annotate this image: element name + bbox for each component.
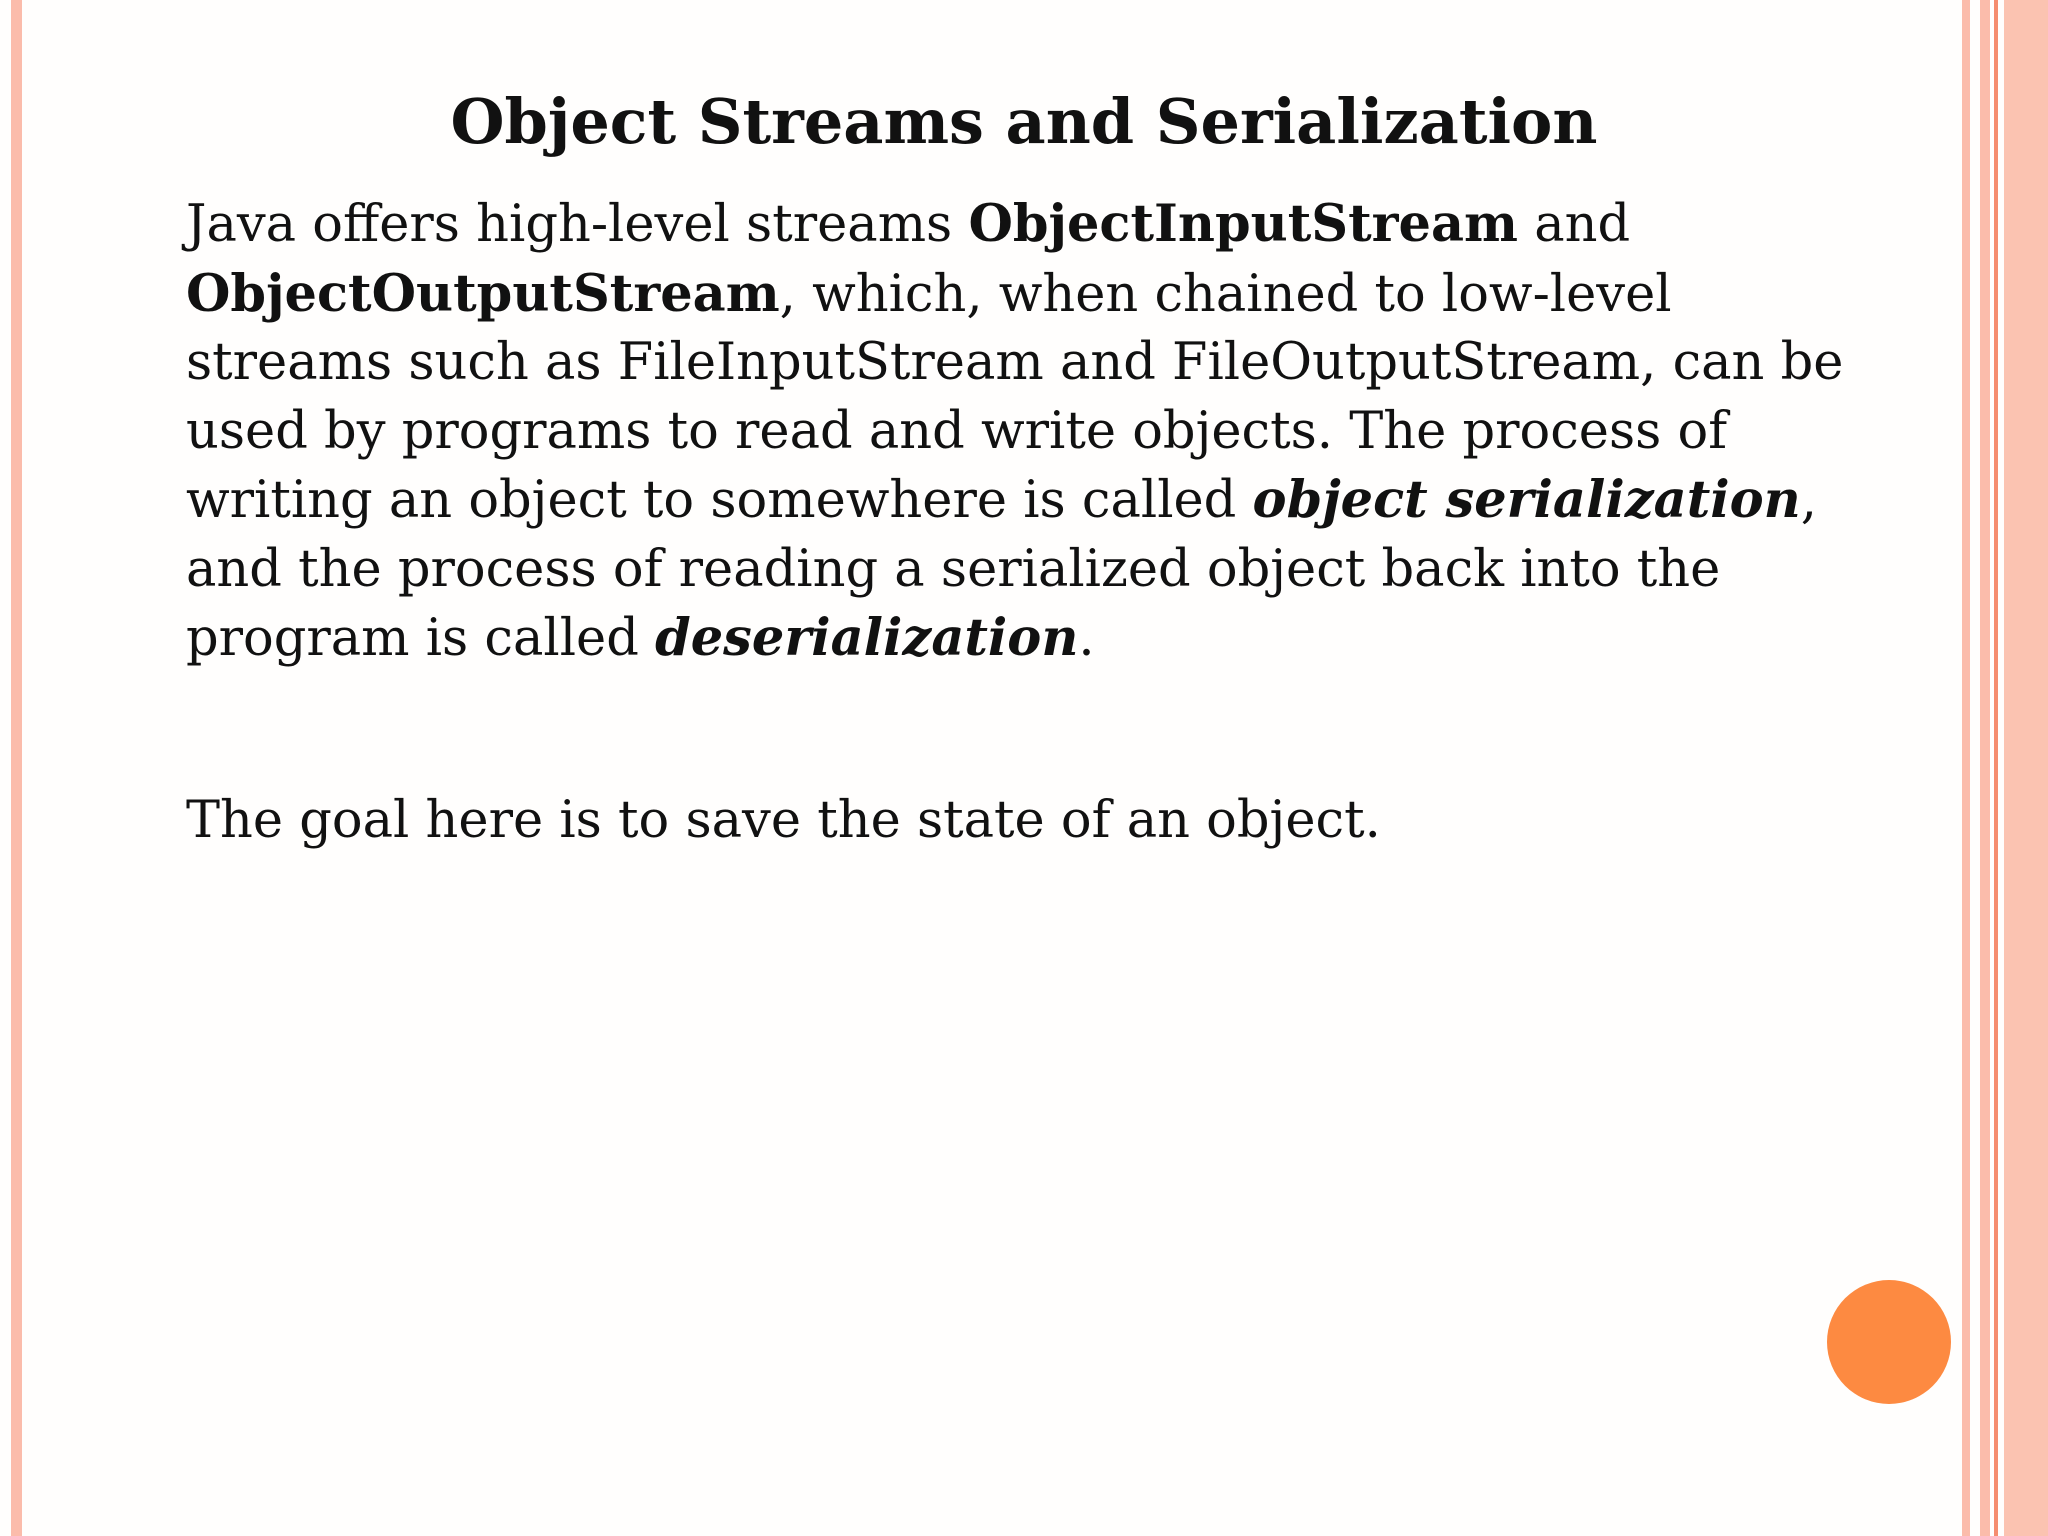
bold-term: ObjectInputStream xyxy=(968,194,1518,254)
right-border-accent-line xyxy=(1994,0,1998,1536)
body-line xyxy=(186,260,1906,330)
body-line xyxy=(186,190,1906,260)
right-border-band xyxy=(2004,0,2048,1536)
body-text: writing an object to somewhere is called xyxy=(186,471,1253,530)
paragraph-spacer xyxy=(186,674,1906,787)
left-border-stripe xyxy=(11,0,22,1536)
body-line xyxy=(186,604,1906,674)
decorative-orange-circle xyxy=(1827,1280,1951,1404)
body-text: , which, when chained to low-level xyxy=(779,264,1672,324)
right-border-stripe xyxy=(1980,0,1990,1536)
body-text: , xyxy=(1800,471,1817,530)
bold-italic-term: deserialization xyxy=(655,608,1079,668)
bold-italic-term: object serialization xyxy=(1252,470,1801,530)
body-line: used by programs to read and write objects. The process of xyxy=(186,401,1728,461)
body-text: program is called xyxy=(186,609,656,668)
slide-body xyxy=(186,190,1906,855)
body-line: and the process of reading a serialized object back into the xyxy=(186,539,1721,599)
body-paragraph-2: The goal here is to save the state of an object. xyxy=(186,790,1381,850)
body-text: and xyxy=(1517,195,1631,254)
body-line xyxy=(186,466,1906,536)
right-border-stripe xyxy=(1962,0,1970,1536)
body-text: Java offers high-level streams xyxy=(186,195,969,254)
body-text: . xyxy=(1078,609,1095,668)
body-line: streams such as FileInputStream and FileOutputStream, can be xyxy=(186,333,1844,392)
bold-term: ObjectOutputStream xyxy=(186,263,780,324)
slide-title: Object Streams and Serialization xyxy=(450,85,1598,158)
